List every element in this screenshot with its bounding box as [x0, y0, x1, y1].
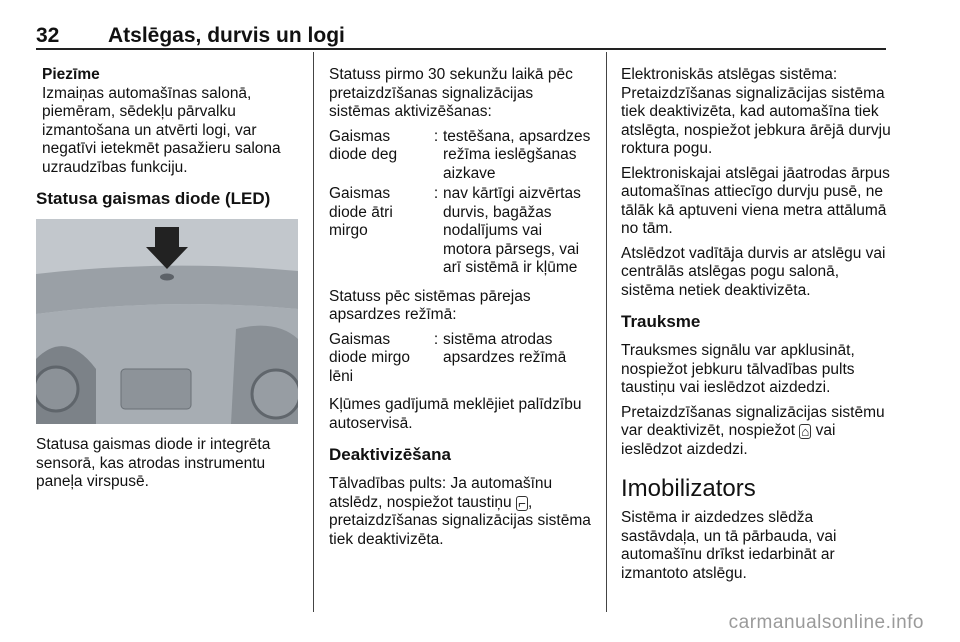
figure-caption: Statusa gaismas diode ir integrēta sensorā, kas atrodas instrumentu paneļa virspusē.: [36, 436, 271, 490]
dashboard-led-illustration: [36, 219, 298, 424]
dashboard-illustration-svg: [36, 219, 298, 424]
note-box: [36, 66, 298, 177]
heading-immobilizer: Imobilizators: [621, 475, 756, 502]
status-after-text: Statuss pēc sistēmas pārejas apsardzes režīmā:: [329, 287, 531, 323]
alarm-silence-paragraph: Trauksmes signālu var apklusināt, nospiežot jebkuru tālvadības pults taustiņu vai ieslēdzot aizdedzi.: [621, 342, 855, 396]
immobilizer-paragraph: Sistēma ir aizdedzes slēdža sastāvdaļa, un tā pārbauda, vai automašīnu drīkst iedarbināt ar izmantoto atslēgu.: [621, 509, 837, 582]
heading-alarm: Trauksme: [621, 312, 701, 331]
table2-sep-1: :: [433, 330, 439, 348]
table1-value-2: nav kārtīgi aizvērtas durvis, bagāžas nodalījums vai motora pārsegs, vai arī sistēmā ir kļūme: [443, 185, 581, 276]
unlock-icon: ⌐: [516, 496, 528, 511]
alarm-deactivate-end: vai ieslēdzot aizdedzi.: [621, 422, 836, 458]
deactivation-text-end: , pretaizdzīšanas signalizācijas sistēma tiek deaktivizēta.: [329, 493, 591, 548]
table2-value-1: sistēma atrodas apsardzes režīmā: [443, 330, 567, 366]
table1-value-1: testēšana, apsardzes režīma ieslēgšanas aizkave: [443, 127, 591, 182]
status-intro: Statuss pirmo 30 sekunžu laikā pēc pretaizdzīšanas signalizācijas sistēmas aktivizēšanas:: [329, 66, 573, 120]
ekey-paragraph: Elektroniskās atslēgas sistēma: Pretaizdzīšanas signalizācijas sistēma tiek deaktivizēta, kad automašīna tiek atslēgta, nospiežot jebkura ārējā durvju roktura pogu.: [621, 66, 891, 157]
heading-deactivation: Deaktivizēšana: [329, 445, 451, 464]
status-table-2: [329, 331, 594, 387]
table1-label-1: Gaismas diode deg: [329, 127, 398, 163]
note-text: Izmaiņas automašīnas salonā, piemēram, sēdekļu pārvalku izmantošana un atvērti logi, var negatīvi ietekmēt pasažieru salona uzraudzības funkciju.: [42, 84, 281, 176]
watermark: carmanualsonline.info: [728, 612, 924, 633]
table2-label-1: Gaismas diode mirgo lēni: [329, 330, 410, 385]
column-1: [36, 66, 298, 498]
note-title: Piezīme: [42, 66, 100, 83]
column-3: [621, 66, 891, 589]
column-2: [329, 66, 594, 555]
fault-text: Kļūmes gadījumā meklējiet palīdzību autoservisā.: [329, 396, 582, 432]
ekey-distance-paragraph: Elektroniskajai atslēgai jāatrodas ārpus automašīnas attiecīgo durvju pusē, ne tālāk kā aptuveni viena metra attālumā no tām.: [621, 164, 890, 237]
column-divider-1: [313, 52, 314, 612]
deactivation-text: [329, 475, 594, 549]
driver-door-paragraph: Atslēdzot vadītāja durvis ar atslēgu vai centrālās atslēgas pogu salonā, sistēma netiek deaktivizēta.: [621, 244, 886, 299]
deactivation-text-start: Tālvadības pults: Ja automašīnu atslēdz, nospiežot taustiņu: [329, 475, 553, 511]
alarm-deactivate-paragraph: [621, 404, 891, 460]
page-number: 32: [36, 24, 60, 47]
table1-sep-1: :: [433, 127, 439, 145]
status-table-1: [329, 128, 594, 278]
table1-label-2: Gaismas diode ātri mirgo: [329, 185, 393, 239]
header-rule: [36, 48, 886, 50]
heading-led: Statusa gaismas diode (LED): [36, 189, 271, 208]
table1-sep-2: :: [433, 185, 439, 202]
page-title: Atslēgas, durvis un logi: [108, 24, 345, 47]
alarm-deactivate-start: Pretaizdzīšanas signalizācijas sistēmu var deaktivizēt, nospiežot: [621, 403, 885, 439]
page-header: [36, 24, 924, 50]
column-divider-2: [606, 52, 607, 612]
lock-icon: ⌂: [799, 424, 811, 439]
